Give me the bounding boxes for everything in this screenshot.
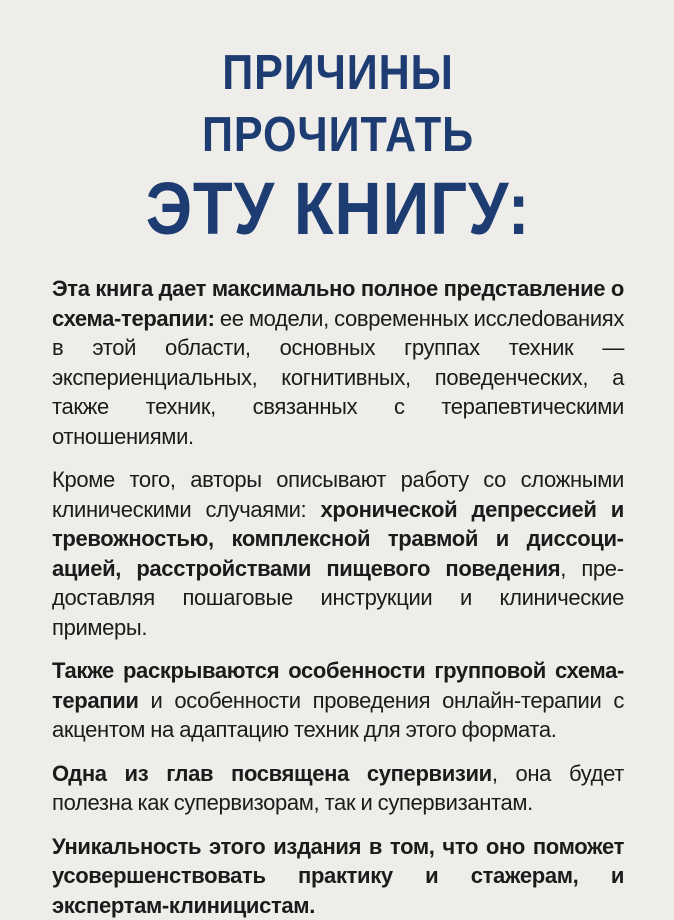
paragraph-supervision-text: , она будет полезна как супервизорам, так и супервизантам. bbox=[52, 761, 624, 816]
paragraph-clinical-cases-bold: хронической депрессией и тревожностью, комплексной травмой и диссоциацией, расстройствами пищевого поведения bbox=[52, 497, 624, 581]
paragraph-overview bbox=[52, 274, 624, 451]
paragraph-overview-text: ее модели, современных исслеdованиях в этой области, основных группах техник — экспериенциальных, когнитивных, поведенческих, а также техник, связанных с терапевтическими отношениями. bbox=[52, 306, 624, 449]
paragraph-overview-bold: Эта книга дает максимально полное представление о схема-терапии: bbox=[52, 276, 624, 331]
paragraph-uniqueness bbox=[52, 832, 624, 920]
paragraph-group-therapy-bold: Также раскрываются особенности групповой схема-терапии bbox=[52, 658, 624, 713]
title-line-1: ПРИЧИНЫ ПРОЧИТАТЬ bbox=[86, 42, 589, 166]
paragraph-clinical-cases-intro: Кроме того, авторы описывают работу со сложными клиническими случаями: bbox=[52, 467, 624, 522]
paragraph-clinical-cases-text: , предоставляя пошаговые инструкции и клинические примеры. bbox=[52, 556, 624, 640]
paragraph-clinical-cases bbox=[52, 465, 624, 642]
reasons-body bbox=[52, 274, 624, 920]
paragraph-group-therapy bbox=[52, 656, 624, 745]
paragraph-supervision-bold: Одна из глав посвящена супервизии bbox=[52, 761, 492, 786]
paragraph-supervision bbox=[52, 759, 624, 818]
page-title bbox=[52, 0, 624, 250]
paragraph-uniqueness-bold: Уникальность этого издания в том, что оно поможет усовершенствовать практику и стажерам, и экспертам-клиницистам. bbox=[52, 834, 624, 918]
paragraph-group-therapy-text: и особенности проведения онлайн-терапии с акцентом на адаптацию техник для этого формата. bbox=[52, 688, 624, 743]
title-line-2: ЭТУ КНИГУ: bbox=[86, 168, 589, 250]
